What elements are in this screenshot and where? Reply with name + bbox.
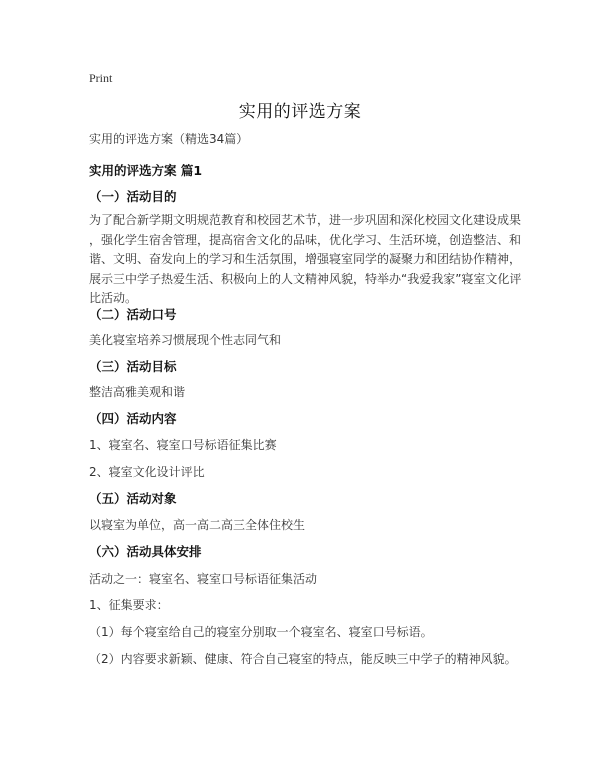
section-text-goal: 整洁高雅美观和谐 (89, 385, 186, 399)
paragraph-line: ，强化学生宿舍管理，提高宿舍文化的品味，优化学习、生活环境，创造整洁、和 (89, 232, 522, 247)
section-text-schedule-1: 活动之一：寝室名、寝室口号标语征集活动 (89, 572, 318, 586)
section-heading-slogan: （二）活动口号 (89, 307, 177, 322)
section-heading-goal: （三）活动目标 (89, 359, 177, 374)
section-paragraph-purpose (89, 211, 522, 309)
print-link[interactable]: Print (89, 71, 113, 85)
section-text-content-1: 1、寝室名、寝室口号标语征集比赛 (89, 438, 277, 452)
section-heading-schedule: （六）活动具体安排 (89, 544, 202, 559)
section-heading-target: （五）活动对象 (89, 491, 177, 506)
section-text-schedule-2: 1、征集要求： (89, 598, 169, 612)
paragraph-line: 展示三中学子热爱生活、积极向上的人文精神风貌，特举办“我爱我家”寝室文化评 (89, 271, 522, 286)
section-text-content-2: 2、寝室文化设计评比 (89, 465, 205, 479)
paragraph-line: 比活动。 (89, 291, 138, 305)
section-text-slogan: 美化寝室培养习惯展现个性志同气和 (89, 333, 282, 347)
section-heading-content: （四）活动内容 (89, 411, 177, 426)
section-text-target: 以寝室为单位，高一高二高三全体住校生 (89, 518, 306, 532)
section-text-schedule-3: （1）每个寝室给自己的寝室分别取一个寝室名、寝室口号标语。 (89, 625, 433, 639)
section-heading-purpose: （一）活动目的 (89, 189, 177, 204)
paragraph-line: 谐、文明、奋发向上的学习和生活氛围，增强寝室同学的凝聚力和团结协作精神， (89, 252, 522, 266)
article-title: 实用的评选方案 篇1 (89, 163, 203, 178)
page-title: 实用的评选方案 (238, 102, 362, 122)
section-text-schedule-4: （2）内容要求新颖、健康、符合自己寝室的特点，能反映三中学子的精神风貌。 (89, 652, 517, 666)
paragraph-line: 为了配合新学期文明规范教育和校园艺术节，进一步巩固和深化校园文化建设成果 (89, 213, 522, 227)
document-subtitle: 实用的评选方案（精选34篇） (89, 132, 249, 146)
